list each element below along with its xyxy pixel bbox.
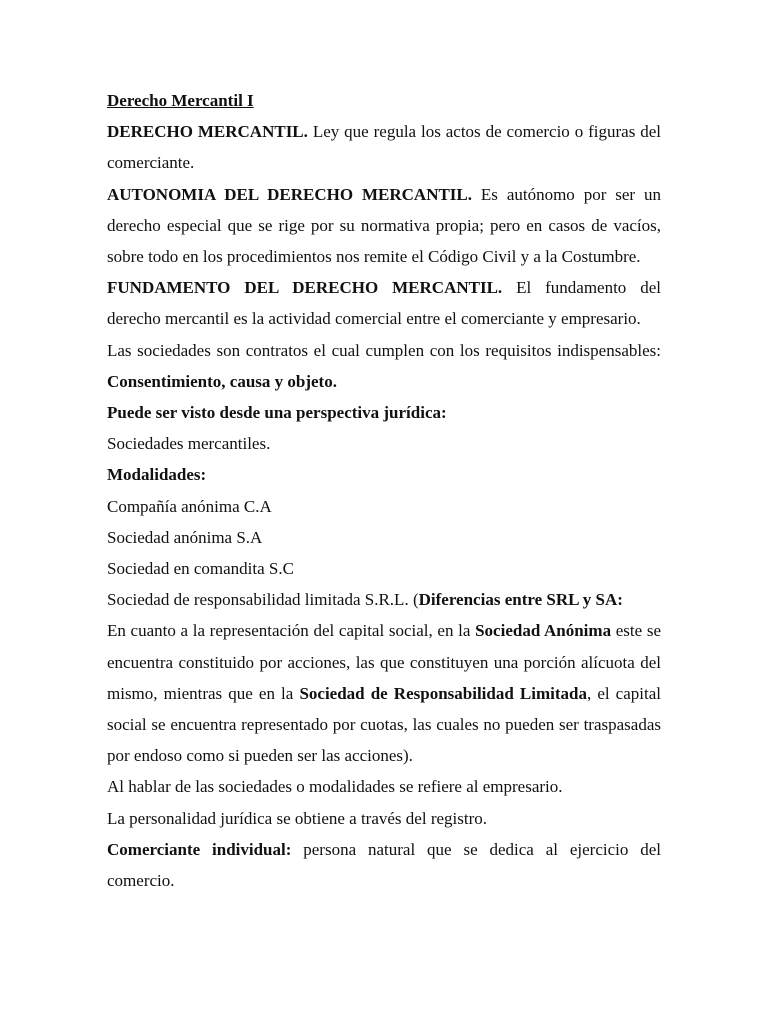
definition-fundamento: El fundamento del derecho mercantil es la actividad comercial entre el comerciante y empresario.: [107, 278, 661, 329]
term-derecho-mercantil: DERECHO MERCANTIL.: [107, 122, 308, 142]
srl-text: Sociedad de responsabilidad limitada S.R.L. (: [107, 590, 419, 610]
definition-comerciante-individual: persona natural que se dedica al ejercicio del comercio.: [107, 839, 661, 891]
capital-text-2: este se encuentra constituido por acciones, las que constituyen una porción alícuota del mismo, mientras que en la: [107, 621, 662, 703]
term-fundamento: FUNDAMENTO DEL DERECHO MERCANTIL.: [107, 278, 503, 298]
paragraph-sociedades: [107, 335, 661, 397]
capital-text-3: , el capital social se encuentra representado por cuotas, las cuales no pueden ser traspasadas por endoso como si pueden ser las acciones).: [107, 683, 661, 766]
paragraph-derecho-mercantil: [107, 116, 661, 178]
sociedades-text: Las sociedades son contratos el cual cumplen con los requisitos indispensables:: [107, 340, 661, 360]
term-autonomia: AUTONOMIA DEL DERECHO MERCANTIL.: [107, 184, 473, 204]
definition-autonomia: Es autónomo por ser un derecho especial que se rige por su normativa propia; pero en casos de vacíos, sobre todo en los procedimientos nos remite el Código Civil y a la Costumbre.: [107, 184, 661, 267]
modalidad-item: Sociedad en comandita S.C: [107, 559, 294, 579]
modalidad-item: Compañía anónima C.A: [107, 496, 272, 516]
paragraph-modalidades: [107, 459, 661, 490]
paragraph-empresario: Al hablar de las sociedades o modalidades se refiere al empresario.: [107, 777, 563, 797]
paragraph-autonomia: [107, 179, 661, 273]
definition-derecho-mercantil: Ley que regula los actos de comercio o figuras del comerciante.: [107, 122, 661, 173]
modalidad-item: Sociedad anónima S.A: [107, 527, 263, 547]
paragraph-fundamento: [107, 272, 661, 334]
perspectiva-heading: Puede ser visto desde una perspectiva jurídica:: [107, 403, 447, 423]
capital-text-1: En cuanto a la representación del capital social, en la: [107, 621, 476, 641]
document-page: [107, 85, 661, 896]
paragraph-capital-social: [107, 615, 661, 771]
term-comerciante-individual: Comerciante individual:: [107, 839, 292, 859]
requisitos-bold: Consentimiento, causa y objeto.: [107, 371, 337, 391]
paragraph-srl: [107, 584, 661, 615]
document-title: Derecho Mercantil I: [107, 91, 254, 110]
paragraph-personalidad: La personalidad jurídica se obtiene a través del registro.: [107, 808, 487, 828]
modalidades-heading: Modalidades:: [107, 465, 207, 485]
paragraph-sociedades-mercantiles: Sociedades mercantiles.: [107, 434, 271, 454]
srl-diferencias-bold: Diferencias entre SRL y SA:: [418, 590, 623, 610]
document-title-line: [107, 85, 661, 116]
paragraph-comerciante-individual: [107, 834, 661, 896]
paragraph-perspectiva: [107, 397, 661, 428]
sociedad-anonima-bold: Sociedad Anónima: [475, 621, 612, 641]
srl-bold: Sociedad de Responsabilidad Limitada: [299, 683, 587, 703]
